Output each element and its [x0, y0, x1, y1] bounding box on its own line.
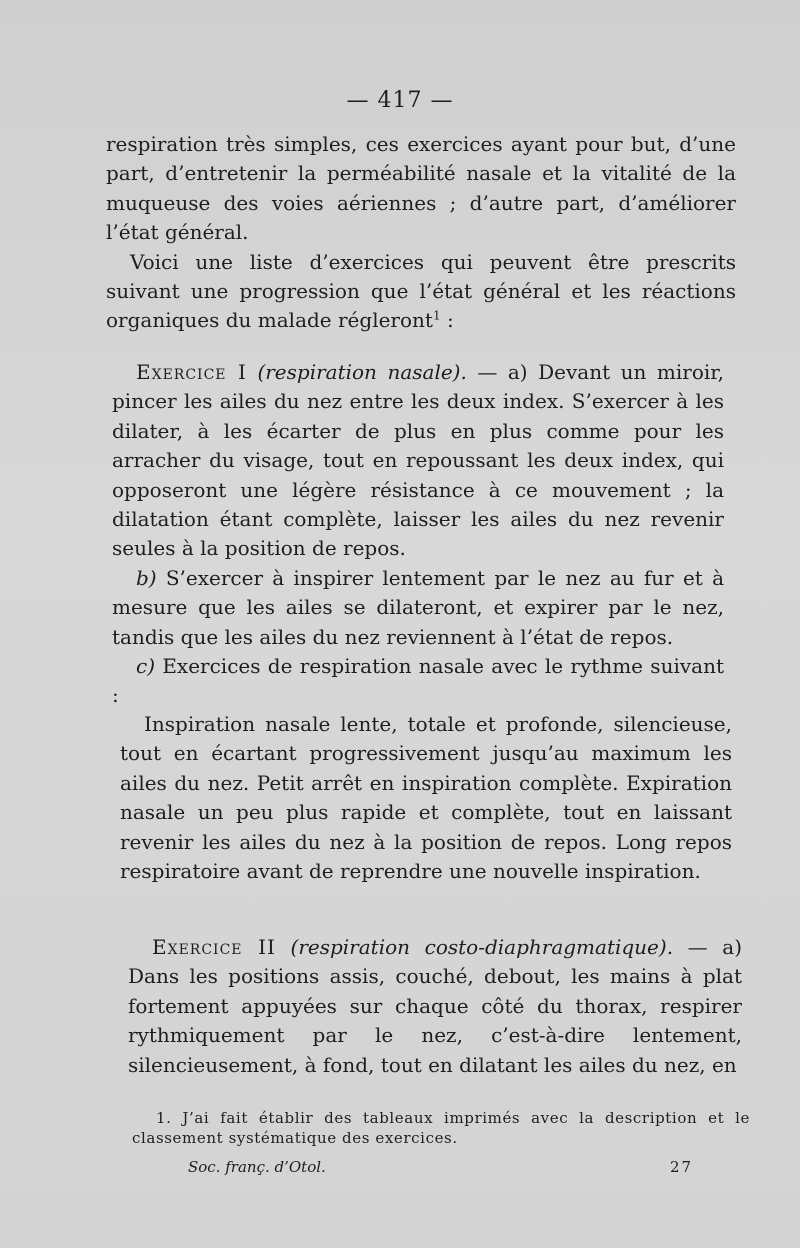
exercise-2-a: [128, 933, 742, 1080]
footer-signature: 27: [670, 1158, 694, 1176]
exercise-2-subtitle: (respiration costo-diaphragmatique).: [290, 935, 674, 959]
exercise-1-rhythm-section: [120, 710, 732, 886]
exercise-1-b: [112, 564, 724, 652]
intro-paragraph-2: [106, 248, 736, 336]
exercise-1-c: [112, 652, 724, 711]
page-number: — 417 —: [346, 88, 454, 113]
exercise-1-section: [112, 358, 724, 711]
exercise-2-a-text: Dans les positions assis, couché, debout, les mains à plat fortement appuyées sur chaque côté du thorax, respirer rythmiquement par le nez, c’est-à-dire lentement, silencieusement, à fond, tout en dilatant les ailes du nez, en: [128, 964, 742, 1077]
intro-section: [106, 130, 736, 336]
intro-paragraph-2-tail: :: [440, 308, 454, 333]
exercise-2-title: Exercice II: [152, 935, 276, 959]
intro-paragraph-1: respiration très simples, ces exercices ayant pour but, d’une part, d’entretenir la perméabilité nasale et la vitalité de la muqueuse des voies aériennes ; d’autre part, d’améliorer l’état général.: [106, 132, 736, 245]
exercise-1-subtitle: (respiration nasale).: [257, 360, 467, 384]
exercise-1-c-text: Exercices de respiration nasale avec le rythme suivant :: [112, 654, 724, 708]
exercise-1-b-text: S’exercer à inspirer lentement par le nez au fur et à mesure que les ailes se dilateront, et expirer par le nez, tandis que les ailes du nez reviennent à l’état de repos.: [112, 565, 724, 649]
exercise-1-a: [112, 358, 724, 564]
exercise-1-a-text: Devant un miroir, pincer les ailes du nez entre les deux index. S’exercer à les dilater, à les écarter de plus en plus comme pour les arracher du visage, tout en repoussant les deux index, qui opposeront une légère résistance à ce mouvement ; la dilatation étant complète, laisser les ailes du nez revenir seules à la position de repos.: [112, 360, 724, 561]
intro-paragraph-2-text: Voici une liste d’exercices qui peuvent être prescrits suivant une progression que l’état général et les réactions organiques du malade régleront: [106, 249, 736, 333]
exercise-2-a-lead: — a): [673, 935, 742, 959]
exercise-1-title: Exercice I: [136, 360, 247, 384]
exercise-1-c-lead: c): [136, 654, 156, 679]
exercise-1-rhythm: Inspiration nasale lente, totale et profonde, silencieuse, tout en écartant progressivement jusqu’au maximum les ailes du nez. Petit arrêt en inspiration complète. Expiration nasale un peu plus rapide et complète, tout en laissant revenir les ailes du nez à la position de repos. Long repos respiratoire avant de reprendre une nouvelle inspiration.: [120, 712, 732, 884]
exercise-2-section: [128, 933, 742, 1080]
exercise-1-a-lead: — a): [466, 360, 528, 384]
exercise-1-b-lead: b): [136, 565, 157, 590]
footnote-text: 1. J’ai fait établir des tableaux imprimés avec la description et le classement systématique des exercices.: [132, 1109, 750, 1147]
footnote: [132, 1108, 750, 1148]
footnote-marker: 1: [432, 308, 441, 323]
footer-source: Soc. franç. d’Otol.: [188, 1158, 326, 1176]
